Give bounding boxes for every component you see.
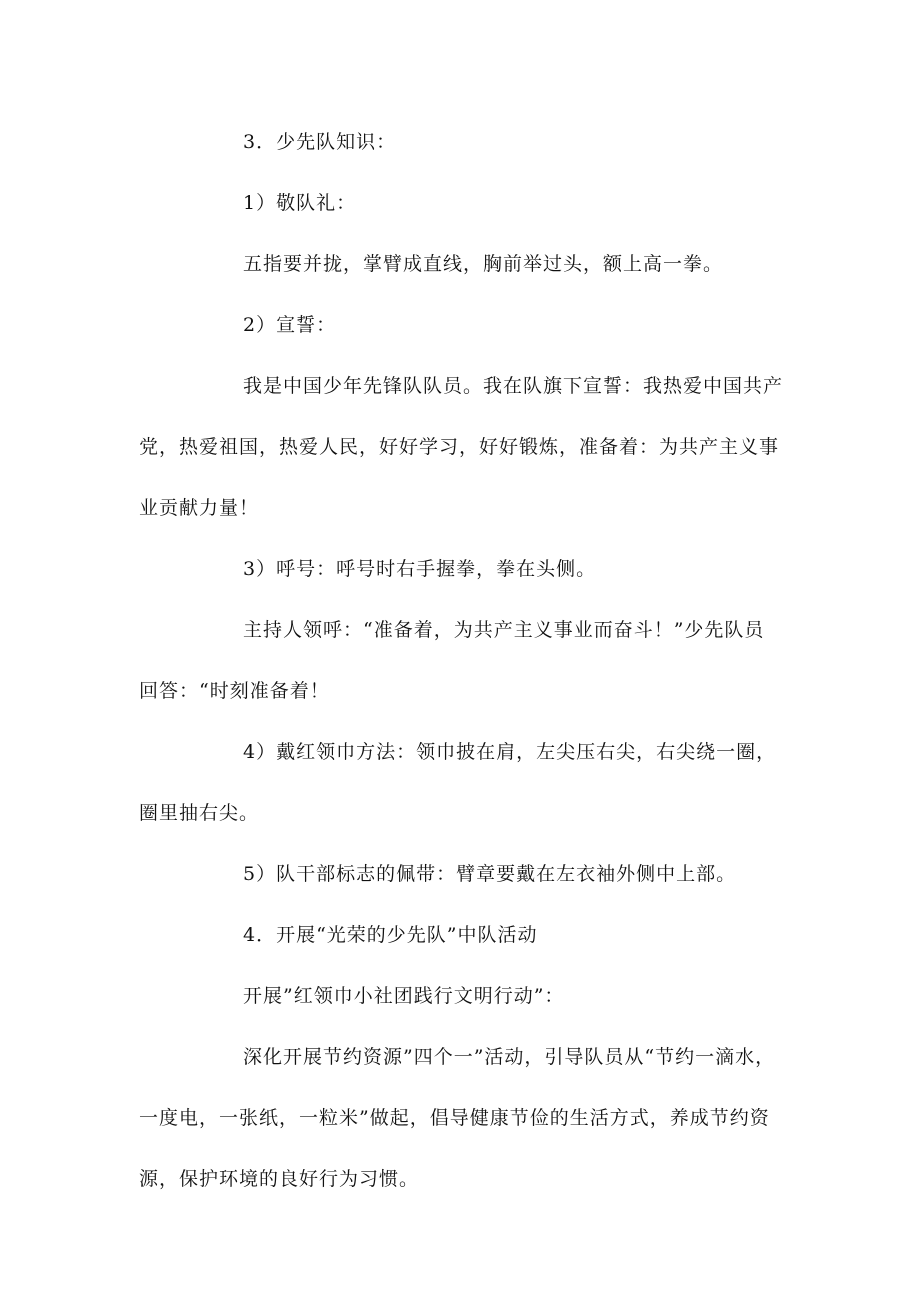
section-heading-4: 4．开展“光荣的少先队”中队活动 bbox=[243, 924, 538, 946]
paragraph-oath-line-3: 业贡献力量！ bbox=[139, 497, 260, 519]
paragraph-saving-line-3: 源，保护环境的良好行为习惯。 bbox=[139, 1168, 420, 1190]
subheading-slogan: 3）呼号：呼号时右手握拳，拳在头侧。 bbox=[243, 558, 597, 580]
section-heading-3: 3．少先队知识： bbox=[243, 131, 397, 153]
paragraph-saving-line-2: 一度电，一张纸，一粒米”做起，倡导健康节俭的生活方式，养成节约资 bbox=[139, 1107, 770, 1129]
subheading-salute: 1）敬队礼： bbox=[243, 192, 357, 214]
paragraph-salute: 五指要并拢，掌臂成直线，胸前举过头，额上高一拳。 bbox=[243, 253, 724, 275]
paragraph-oath-line-2: 党，热爱祖国，热爱人民，好好学习，好好锻炼，准备着：为共产主义事 bbox=[139, 436, 780, 458]
paragraph-oath-line-1: 我是中国少年先锋队队员。我在队旗下宣誓：我热爱中国共产 bbox=[243, 375, 784, 397]
paragraph-scarf-line-1: 4）戴红领巾方法：领巾披在肩，左尖压右尖，右尖绕一圈， bbox=[243, 741, 777, 763]
paragraph-badge: 5）队干部标志的佩带：臂章要戴在左衣袖外侧中上部。 bbox=[243, 863, 737, 885]
paragraph-saving-line-1: 深化开展节约资源”四个一”活动，引导队员从“节约一滴水， bbox=[243, 1046, 776, 1068]
subheading-oath: 2）宣誓： bbox=[243, 314, 337, 336]
paragraph-scarf-line-2: 圈里抽右尖。 bbox=[139, 802, 260, 824]
paragraph-slogan-line-2: 回答：“时刻准备着！ bbox=[139, 680, 330, 702]
paragraph-activity-title: 开展”红领巾小社团践行文明行动”： bbox=[243, 985, 565, 1007]
paragraph-slogan-line-1: 主持人领呼：“准备着，为共产主义事业而奋斗！”少先队员 bbox=[243, 619, 765, 641]
